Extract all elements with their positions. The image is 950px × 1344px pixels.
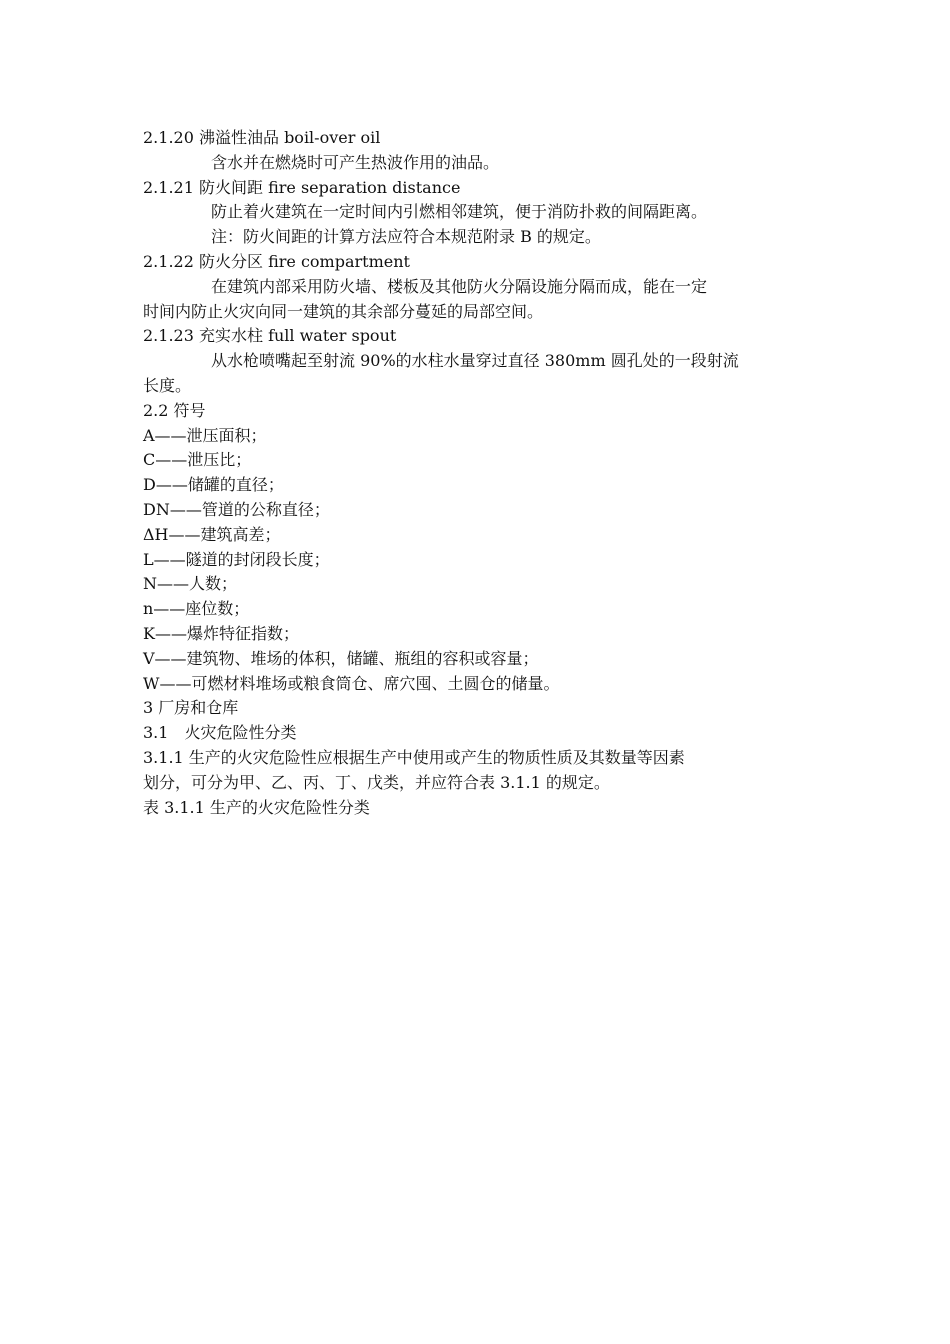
symbol-item: V——建筑物、堆场的体积，储罐、瓶组的容积或容量；	[143, 648, 539, 668]
symbol-item: N——人数；	[143, 574, 238, 594]
symbol-item: A——泄压面积；	[143, 425, 267, 445]
symbol-item: n——座位数；	[143, 599, 250, 619]
term-heading-2-1-22: 2.1.22 防火分区 fire compartment	[143, 251, 410, 271]
table-caption-3-1-1: 表 3.1.1 生产的火灾危险性分类	[143, 797, 370, 817]
term-heading-2-1-21: 2.1.21 防火间距 fire separation distance	[143, 177, 461, 197]
clause-3-1-1-line-2: 划分，可分为甲、乙、丙、丁、戊类，并应符合表 3.1.1 的规定。	[143, 772, 610, 792]
symbol-item: W——可燃材料堆场或粮食筒仓、席穴囤、土圆仓的储量。	[143, 673, 560, 693]
term-definition-2-1-23-line-2: 长度。	[143, 375, 192, 395]
term-heading-2-1-23: 2.1.23 充实水柱 full water spout	[143, 326, 397, 346]
symbol-item: ΔH——建筑高差；	[143, 524, 281, 544]
term-definition-2-1-22-line-2: 时间内防止火灾向同一建筑的其余部分蔓延的局部空间。	[143, 301, 544, 321]
symbol-item: D——储罐的直径；	[143, 475, 284, 495]
term-note-2-1-21: 注：防火间距的计算方法应符合本规范附录 B 的规定。	[211, 227, 601, 247]
clause-3-1-1-line-1: 3.1.1 生产的火灾危险性应根据生产中使用或产生的物质性质及其数量等因素	[143, 747, 685, 767]
section-heading-2-2: 2.2 符号	[143, 400, 206, 420]
chapter-heading-3: 3 厂房和仓库	[143, 698, 239, 718]
symbol-item: L——隧道的封闭段长度；	[143, 549, 330, 569]
symbol-item: DN——管道的公称直径；	[143, 499, 330, 519]
term-definition-2-1-22-line-1: 在建筑内部采用防火墙、楼板及其他防火分隔设施分隔而成，能在一定	[211, 276, 708, 296]
term-definition-2-1-20: 含水并在燃烧时可产生热波作用的油品。	[211, 152, 500, 172]
term-definition-2-1-21: 防止着火建筑在一定时间内引燃相邻建筑，便于消防扑救的间隔距离。	[211, 202, 708, 222]
section-heading-3-1: 3.1 火灾危险性分类	[143, 723, 297, 743]
term-heading-2-1-20: 2.1.20 沸溢性油品 boil-over oil	[143, 128, 381, 147]
symbol-item: K——爆炸特征指数；	[143, 623, 299, 643]
symbol-item: C——泄压比；	[143, 450, 252, 470]
document-body	[143, 126, 808, 820]
term-definition-2-1-23-line-1: 从水枪喷嘴起至射流 90%的水柱水量穿过直径 380mm 圆孔处的一段射流	[211, 351, 739, 371]
